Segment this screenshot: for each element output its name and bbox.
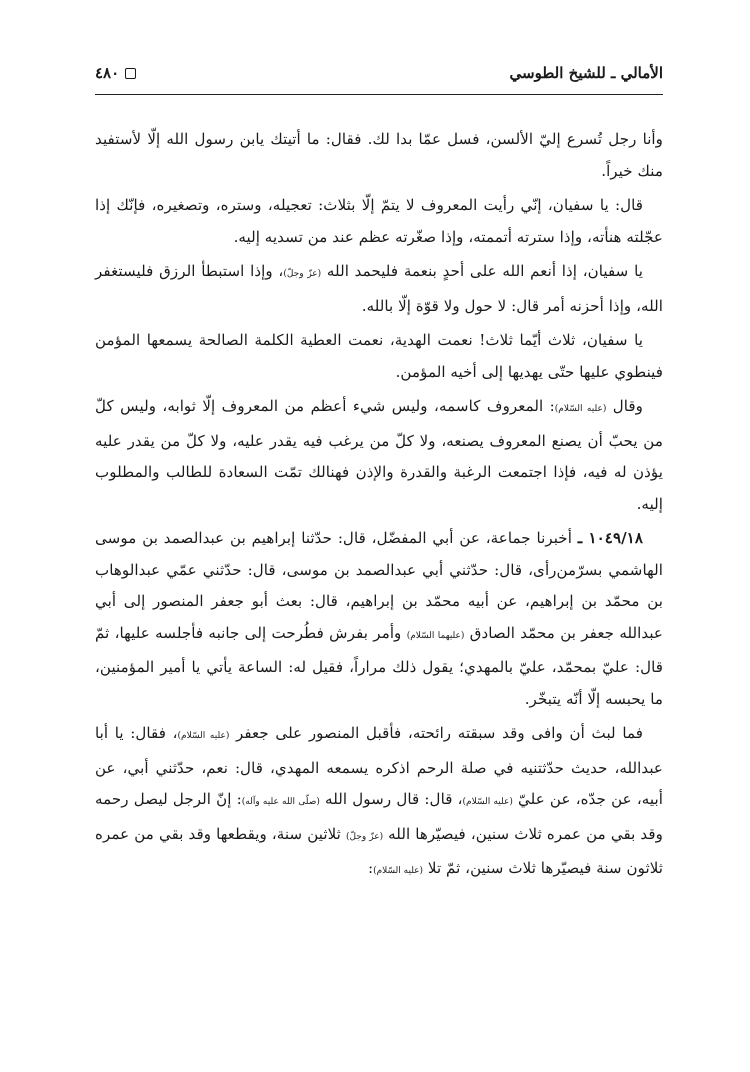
text-segment: وأمر بفرش فطُرحت إلى جانبه فأجلسه عليها، ثمّ قال: عليّ بمحمّد، عليّ بالمهدي؛ يقول ذلك مراراً، فقيل له: الساعة يأتي يا أمير المؤمنين، ما يحبسه إلّا أنّه يتبخّر. bbox=[95, 623, 663, 708]
text-segment: وأنا رجل تُسرع إليّ الألسن، فسل عمّا بدا لك. فقال: ما أتيتك يابن رسول الله إلّا لأستفيد منك خيراً. bbox=[95, 130, 663, 180]
text-segment: : إنّ الرجل ليصل رحمه وقد بقي من عمره ثلاث سنين، فيصيّرها الله bbox=[95, 790, 663, 843]
text-segment: ثلاثين سنة، ويقطعها وقد بقي من عمره ثلاثون سنة فيصيّرها ثلاث سنين، ثمّ تلا bbox=[95, 824, 663, 877]
honorific: (عليه السّلام) bbox=[373, 866, 424, 876]
text-segment: : المعروف كاسمه، وليس شيء أعظم من المعروف إلّا ثوابه، وليس كلّ من يحبّ أن يصنع المعروف يصنعه، ولا كلّ من يرغب فيه يقدر عليه، ولا كلّ من يقدر عليه يؤذن له فيه، فإذا اجتمعت الرغبة والقدرة والإذن فهنالك تمّت السعادة للطالب والمطلوب إليه. bbox=[95, 397, 663, 513]
paragraph-p3 bbox=[95, 256, 663, 322]
text-segment: ، فقال: يا أبا عبدالله، حديث حدّثتنيه في صلة الرحم اذكره يسمعه المهدي، قال: نعم، حدّثني أبي، عن أبيه، عن جدّه، عن عليّ bbox=[95, 724, 663, 808]
text-segment: قال: يا سفيان، إنّي رأيت المعروف لا يتمّ إلّا بثلاث: تعجيله، وستره، وتصغيره، فإنّك إذا عجّلته هنأته، وإذا سترته أتممته، وإذا صغّرته عظم عند من تسديه إليه. bbox=[95, 196, 663, 246]
honorific: (عليه السّلام) bbox=[462, 797, 513, 807]
page-header bbox=[95, 58, 663, 88]
page-number-group bbox=[95, 64, 136, 82]
hadith-number: ١٠٤٩/١٨ ـ bbox=[577, 529, 643, 547]
text-segment: يا سفيان، ثلاث أيّما ثلاث! نعمت الهدية، نعمت العطية الكلمة الصالحة يسمعها المؤمن فينطوي عليها حتّى يهديها إلى أخيه المؤمن. bbox=[95, 331, 663, 381]
text-segment: ، وإذا استبطأ الرزق فليستغفر الله، وإذا أحزنه أمر قال: لا حول ولا قوّة إلّا بالله. bbox=[95, 262, 663, 315]
text-segment: فما لبث أن وافى وقد سبقته رائحته، فأقبل المنصور على جعفر bbox=[229, 724, 643, 742]
honorific: (عليهما السّلام) bbox=[406, 630, 465, 641]
paragraph-p2 bbox=[95, 190, 663, 253]
square-icon bbox=[125, 68, 136, 79]
text-segment: ، قال: قال رسول الله bbox=[319, 790, 463, 808]
running-title: الأمالي ـ للشيخ الطوسي bbox=[509, 64, 663, 82]
paragraph-p5 bbox=[95, 391, 663, 520]
text-segment: يا سفيان، إذا أنعم الله على أحدٍ بنعمة فليحمد الله bbox=[321, 262, 643, 280]
paragraph-p7 bbox=[95, 718, 663, 888]
paragraph-p4 bbox=[95, 325, 663, 388]
paragraph-p6 bbox=[95, 523, 663, 715]
paragraph-p1 bbox=[95, 124, 663, 187]
honorific: (عزّ وجلّ) bbox=[283, 269, 322, 279]
page-number: ٤٨٠ bbox=[95, 64, 120, 82]
honorific: (عزّ وجلّ) bbox=[345, 831, 384, 842]
honorific: (عليه السّلام) bbox=[554, 404, 607, 414]
text-segment: وقال bbox=[606, 397, 643, 415]
page-body bbox=[95, 124, 663, 891]
honorific: (صلّى الله عليه وآله) bbox=[241, 797, 320, 807]
honorific: (عليه السّلام) bbox=[177, 731, 230, 741]
header-rule bbox=[95, 94, 663, 95]
text-segment: أخبرنا جماعة، عن أبي المفضّل، قال: حدّثنا إبراهيم بن عبدالصمد بن موسى الهاشمي بسرّمن‌رأى، قال: حدّثني أبي عبدالصمد بن موسى، قال: حدّثني عمّي عبدالوهاب بن محمّد بن إبراهيم، عن أبيه محمّد بن إبراهيم، قال: بعث أبو جعفر المنصور إلى أبي عبدالله جعفر بن محمّد الصادق bbox=[95, 529, 663, 642]
text-segment: : bbox=[367, 859, 374, 877]
